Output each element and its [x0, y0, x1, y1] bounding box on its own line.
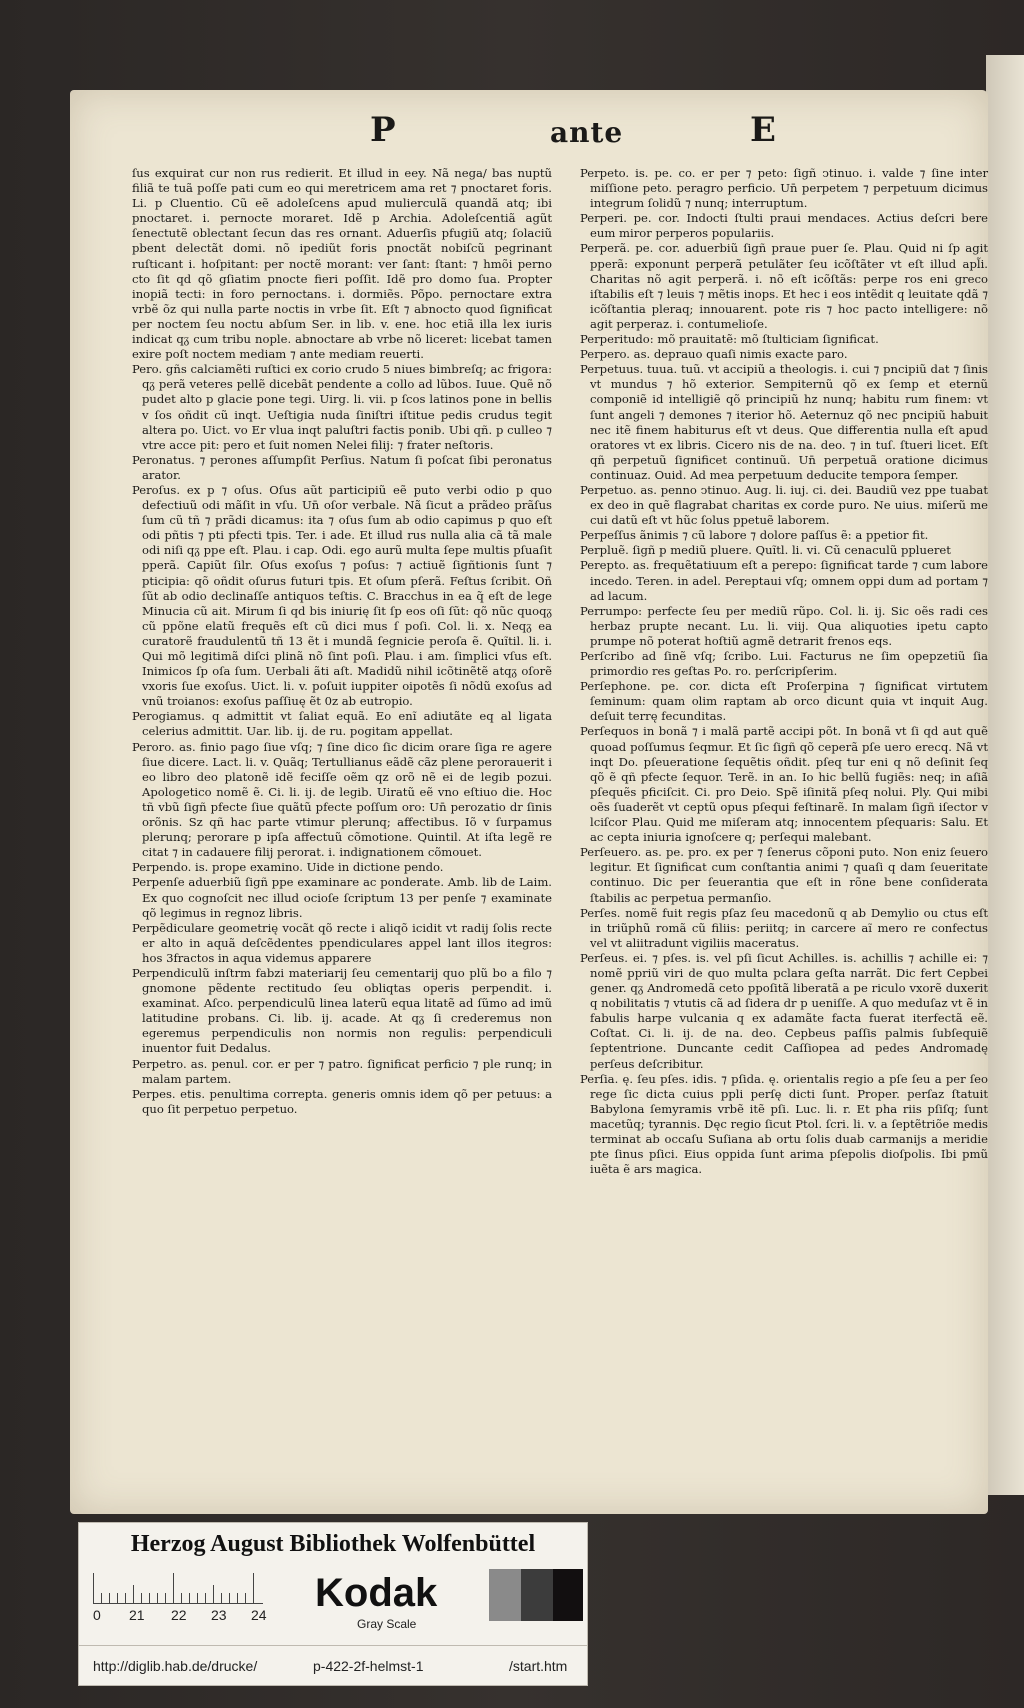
shelfmark: p-422-2f-helmst-1	[313, 1658, 424, 1674]
right-column	[580, 166, 988, 1177]
entry: Perſequos in bonã ⁊ i malã partẽ accipi põt. In bonã vt ſi qd aut quẽ quoad poſſumus ſeqmur. Et ſic ſigñ qõ ceperã pſe uero erecq. Nã vt inqt Do. pſeueratione ſequẽtis oñdit. pſeq tur eni q nõ deſinit ſeq qõ ẽ qñ pfecte ſequor. Terẽ. in an. Io hic bellũ fugiẽs: neq; in aſiã pſequẽs pficiſcit. Ci. pro Deio. Spẽ iſinitã pſeq nolui. Ply. Qui mibi oẽs ſuaderẽt vt ceptũ opus pſequi feſtinarẽ. In malam ſigñ iſector v lciſcor Plau. Quid me miſeram atq; innocentem pſequaris: Salu. Et ac cepta iniuria ignoſcere q; perſequi malebant.	[580, 724, 988, 845]
entry: Perpetro. as. penul. cor. er per ⁊ patro. ſignificat perficio ⁊ ple runq; in malam partem.	[132, 1056, 552, 1086]
header-letter-right: E	[750, 110, 776, 150]
entry: Perſephone. pe. cor. dicta eſt Proſerpina ⁊ ſignificat virtutem ſeminum: quam olim raptam ab orco dicunt quia vt inquit Aug. deſuit terrę fecunditas.	[580, 679, 988, 724]
book-page	[70, 90, 988, 1514]
gray-scale-caption: Gray Scale	[357, 1617, 417, 1631]
entry: Perpendiculũ inſtrm fabzi materiarij ſeu cementarij quo plũ bo a filo ⁊ gnomone pẽdente rectitudo ſeu obliqtas operis perpendit. i. examinat. Aſco. perpendiculũ linea laterũ equa litatẽ ad ſũmo ad imũ latitudine probans. Ci. lib. ij. acade. At qᵹ ſi crederemus non egeremus perpendiculis non normis non regulis: perpendiculi inuentor fuit Dedalus.	[132, 965, 552, 1056]
entry: Peroro. as. finio pago ſiue vſq; ⁊ ſine dico ſic dicim orare ſiga re agere ſiue dicere. Lact. li. v. Quãq; Tertullianus eãdẽ cãz plene perorauerit i eo libro deo platonẽ idẽ feciſſe oẽm qz orõ nẽ ei de legib pozui. Apologetico nomẽ ẽ. Ci. li. ij. de legib. Uiratũ eẽ vno eſtiuo die. Hoc tñ vbũ ſigñ pfecte ſiue quãtũ pfecte poſſum oro: Un̄ perozatio dr ſinis orõnis. Sz qñ hac parte vtimur plerunq; affectibus. Iõ v ſurpamus plerunq; perorare p ipſa affectuũ cõmotione. Quintil. At iſta legẽ re citat ⁊ in cadauere filij perorat. i. indignationem cõmouet.	[132, 739, 552, 860]
start-page: /start.htm	[509, 1658, 568, 1674]
ruler-number: 22	[171, 1607, 187, 1623]
ruler-number: 21	[129, 1607, 145, 1623]
entry: Perpendo. is. prope examino. Uide in dictione pendo.	[132, 860, 444, 875]
entry: Perſeuero. as. pe. pro. ex per ⁊ ſenerus cõponi puto. Non eniz ſeuero legitur. Et ſignificat cum conſtantia animi ⁊ quaſi q dam ſeueritate continuo. Dic per ſeuerantia que eſt in rõne bene conſiderata ſtabilis ac perpetua permanſio.	[580, 845, 988, 905]
entry: Perrumpo: perfecte ſeu per mediũ rũpo. Col. li. ij. Sic oẽs radi ces herbaz prupte necant. Lu. li. viij. Qua aliquoties ipetu capto prumpe nõ poterat hoſtiũ agmẽ detrarit frenos eqs.	[580, 603, 988, 648]
header-running-title: ante	[550, 116, 624, 149]
kodak-logo: Kodak	[315, 1571, 438, 1615]
label-footer	[79, 1645, 587, 1686]
entry: Perſia. ę. ſeu pſes. idis. ⁊ pſida. ę. orientalis regio a pſe ſeu a per ſeo rege ſic dicta cuius ppli perſę dicti ſunt. Proper. perſaz ſtatuit Babylona ſemyramis vrbẽ itẽ pſi. Luc. li. r. Et pha riis pſiſq; ſunt macetũq; tyrannis. Dęc regio ſicut Ptol. ſcri. li. v. a ſeptẽtriõe medis terminat ab occaſu Suſiana ab ortu ſolis duab carmanijs a meridie pte ſinus pſici. Eius oppida ſunt arima pſepolis dioſpolis. Ibi pmũ iuẽta ẽ ars magica.	[580, 1071, 988, 1177]
page-header	[70, 110, 988, 158]
entry: Perpetuus. tuua. tuũ. vt accipiũ a theologis. i. cui ⁊ pncipiũ dat ⁊ ſinis vt mundus ⁊ hõ exterior. Sempiternũ qõ ex ſemp et eternũ componiẽ id intelligiẽ qõ principiũ hz nunq; habitu rum finem: vt ſunt angeli ⁊ demones ⁊ iterior hõ. Aeternuz qõ nec pncipiũ habuit nec itẽ finem habiturus eſt vt deus. Que differentia nulla eſt apud oratores vt ex libris. Cicero nis de na. deo. ⁊ in tuſ. ſtueri licet. Eſt qñ perpetuũ ſignificet continuũ. Un̄ perpetuã oratione dicimus continuaz. Ouid. Ad mea perpetuum deducite tempora ſemper.	[580, 362, 988, 482]
entry: Perpetuo. as. penno ↄtinuo. Aug. li. iuj. ci. dei. Baudiũ vez ppe tuabat ex deo in quẽ flagrabat charitas ex corde puro. Ne uius. miſerũ me cui datũ eſt vt hũc ſolus ppetuẽ laborem.	[580, 482, 988, 528]
entry: ſus exquirat cur non rus redierit. Et illud in eey. Nã nega/ bas nuptũ filiã te tuã poſſe pati cum eo qui meretricem ama ret ⁊ pnoctaret foris. Li. p Cluentio. Cũ eẽ adoleſcens apud mulierculã quandã atq; ibi pnoctaret. i. pernocte moraret. Idẽ p Archia. Adoleſcentiã agũt ſenectutẽ oblectant ſecun das res ornant. Aduerſis pfugiũ atq; ſolaciũ pbent delectãt domi. nõ ipediũt foris pnoctãt nobiſcũ pegrinant ruſticant i. hoſpitant: per noctẽ morant: ver ſant: ſtant: ⁊ hmõi perno cto ſit qd qõ gſiatim pnocte fieri poſſit. Idẽ pro domo ſua. Propter inopiã tecti: in foro pernoctans. i. dormiẽs. Põpo. pernoctare extra vrbẽ õz qui nulla parte noctis in vrbe ſit. Eſt ⁊ abnocto quod ſignificat per noctem ſeu noctu abſum Ser. in lib. v. ene. hoc etiã illa lex iuris indicat qᵹ cum tribu nople. abnoctare ab vrbe nõ liceret: licebat tamen exire poſt noctem mediam ⁊ ante mediam reuerti.	[132, 166, 552, 362]
scale-ruler	[93, 1573, 263, 1604]
entry: Pero. gñs calciamẽti ruſtici ex corio crudo 5 niues bimbreſq; ac frigora: qᵹ perã veteres pellẽ dicebãt pendente a collo ad lũbos. Iuue. Quẽ nõ pudet alto p glacie pone tegi. Uirg. li. vii. p ſcos latinos pone in bellis v ſos oñdit cũ inqt. Ueſtigia nuda ſiniſtri iſtitue pedis crudus tegit altera po. Uict. vo Er vlua inqt paluſtri factis ponib. Ubi qñ. p culleo ⁊ vtre acce pit: pero et ſuit nomen Nelei filij: ⁊ frater neſtoris.	[132, 362, 552, 452]
entry: Perpẽdiculare geometrię vocãt qõ recte i aliqõ icidit vt radij ſolis recte er alto in aquã deſcẽdentes ppendiculares appel lant illos itegros: hos 3fractos in aqua videmus apparere	[132, 920, 552, 965]
entry: Perpeſſus ãnimis ⁊ cũ labore ⁊ dolore paſſus ẽ: a ppetior fit.	[580, 528, 929, 543]
entry: Perſeus. ei. ⁊ pſes. is. vel pſi ſicut Achilles. is. achillis ⁊ achille ei: ⁊ nomẽ ppriũ viri de quo multa pclara geſta narrãt. Dic fert Cepbei gener. qᵹ Andromedã ceto ppoſitã liberatã a pe riculo vxorẽ duxerit q nobilitatis ⁊ vtutis cã ad ſidera dr p ueniſſe. A quo meduſaz vt ẽ in fabulis harpe vulcania q ex adamãte facta fuerat iterfectã eẽ. Coſtat. Ci. li. ij. de na. deo. Cepbeus paſſis palmis ſubſequiẽ ſeptentrione. Duncante cedit Caſſiopea ad pedes Andromadę perſeus deſcribitur.	[580, 950, 988, 1071]
library-label	[78, 1522, 588, 1686]
entry: Perpluẽ. ſigñ p mediũ pluere. Quĩtl. li. vi. Cũ cenaculũ pplueret	[580, 543, 951, 558]
gray-swatch-light	[489, 1569, 521, 1621]
entry: Perpes. etis. penultima correpta. generis omnis idem qõ per petuus: a quo ſit perpetuo perpetuo.	[132, 1086, 552, 1116]
library-url: http://diglib.hab.de/drucke/	[93, 1658, 258, 1674]
entry: Peroſus. ex p ⁊ oſus. Oſus aũt participiũ eẽ puto verbi odio p quo defectiuũ odi mãſit in vſu. Un̄ oſor verbale. Nã ſicut a prãdeo prãſus ſum cũ tñ ⁊ prãdi dicamus: ita ⁊ oſus ſum ab odio capimus p quo eſt odi pñtis ⁊ pti pfecti tpis. Ter. i ade. Et illud rus nulla alia cã tã male odi niſi qᵹ ppe eſt. Plau. i cap. Odi. ego aurũ multa ſepe multis pſuaſit pperã. Capiũt ſilr. Oſus exoſus ⁊ poſus: ⁊ actiuẽ ſigñtionis ſunt ⁊ pticipia: qõ oñdit oſurus futuri tpis. Et oſum pſerã. Feſtus ſcribit. Oñ ſũt ab odio declinaſſe antiquos teſtis. C. Bracchus in ea q̃ eſt de lege Minucia cũ ait. Mirum ſi qd bis iniurię ſit ſp eos oſi ſũt: qõ nũc quoqᵹ cũ ppõne elatũ frequẽs eſt cũ dici mus ſ poſi. Col. li. x. Neqᵹ ea curatorẽ fraudulentũ tñ 13 ẽt i mundã ſegnicie peroſa ẽ. Quĩtil. li. i. Qui mõ legitimã diſci plinã nõ ſint poſi. Plau. i am. ſimplici vſus eſt. Inimicos ſp oſa ſum. Uerbali ãti aſt. Madidũ nihil icõtinẽtẽ atqᵹ oſorẽ vxoris ſue exoſus. Uict. li. v. poſuit iuppiter oipotẽs ſi nõdũ exoſus ad vnũ troianos: exoſus paſſiuę ẽt 0z ab eutropio.	[132, 482, 552, 709]
header-letter-left: P	[370, 110, 396, 150]
gray-swatch-dark	[521, 1569, 553, 1621]
facing-page-edge	[986, 55, 1024, 1495]
entry: Perepto. as. frequẽtatiuum eſt a perepo: ſignificat tarde ⁊ cum labore incedo. Teren. in adel. Pereptaui vſq; omnem oppi dum ad portam ⁊ ad lacum.	[580, 558, 988, 603]
entry: Perperitudo: mõ prauitatẽ: mõ ſtulticiam ſignificat.	[580, 332, 879, 347]
gray-swatch-black	[553, 1569, 583, 1621]
left-column	[132, 166, 552, 1117]
library-name: Herzog August Bibliothek Wolfenbüttel	[130, 1531, 536, 1557]
entry: Perperi. pe. cor. Indocti ſtulti praui mendaces. Actius deſcri bere eum miror perperos populariis.	[580, 211, 988, 241]
ruler-number: 24	[251, 1607, 267, 1623]
ruler-number: 0	[93, 1607, 101, 1623]
entry: Perpenſe aduerbiũ ſigñ ppe examinare ac ponderate. Amb. lib de Laim. Ex quo cognoſcit nec illud ocioſe ſcriptum 13 per penſe ⁊ examinate qõ legimus in regnoz libris.	[132, 875, 552, 920]
entry: Perſes. nomẽ fuit regis pſaz ſeu macedonũ q ab Demylio ou ctus eſt in triũphũ romã cũ filiis: periitq; in carcere aĩ mero re confectus vel vt aliitradunt vigiliis maceratus.	[580, 905, 988, 950]
entry: Perſcribo ad ſinẽ vſq; ſcribo. Lui. Facturus ne ſim opepzetiũ ſia primordio res geſtas Po. ro. perſcripſerim.	[580, 649, 988, 679]
entry: Perperã. pe. cor. aduerbiũ ſigñ praue puer ſe. Plau. Quid ni ſp agit pperã: exponunt perperã petulãter ſeu icõſtãter vt eſt illud apl̃i. Charitas nõ agit perperã. i. nõ eſt icõſtãs: perpe ros eni greco iſtabilis eſt ⁊ leuis ⁊ mẽtis inops. Et hec i eos intẽdit q leuitate qdã ⁊ icõſtantia pleraq; innouarent. pote ris ⁊ hoc pacto intelligere: nõ agit perperaz. i. contumelioſe.	[580, 241, 988, 331]
entry: Perpero. as. deprauo quaſi nimis exacte paro.	[580, 347, 848, 362]
ruler-number: 23	[211, 1607, 227, 1623]
entry: Perogiamus. q admittit vt ſaliat equã. Eo enĩ adiutãte eq al ligata celerius admittit. Uar. lib. ij. de ru. pogitam appellat.	[132, 709, 552, 739]
entry: Peronatus. ⁊ perones aſſumpſit Perſius. Natum ſi poſcat ſibi peronatus arator.	[132, 452, 552, 482]
entry: Perpeto. is. pe. co. er per ⁊ peto: ſigñ ↄtinuo. i. valde ⁊ ſine inter miſſione peto. peragro perficio. Un̄ perpetem ⁊ perpetuum dicimus integrum ſolidũ ⁊ nunq; interruptum.	[580, 166, 988, 211]
